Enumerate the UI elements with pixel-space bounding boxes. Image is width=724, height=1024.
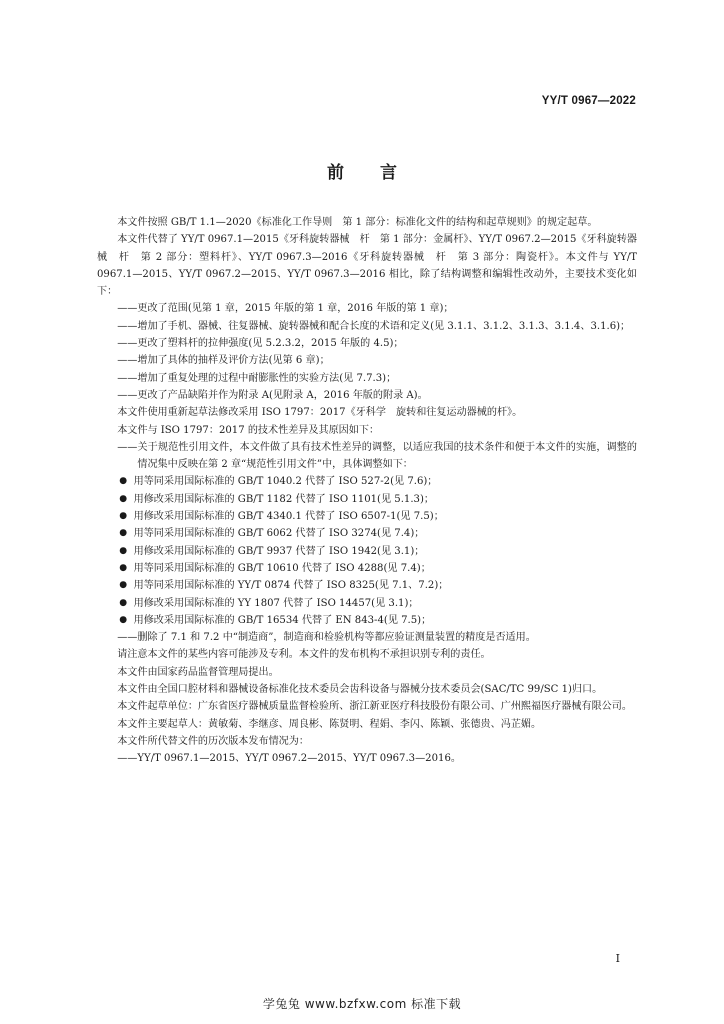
bullet-icon: ● <box>119 545 128 556</box>
paragraph-patent-notice: 请注意本文件的某些内容可能涉及专利。本文件的发布机构不承担识别专利的责任。 <box>117 649 491 661</box>
reference-text: 用等同采用国际标准的 YY/T 0874 代替了 ISO 8325(见 7.1、7.2)； <box>133 580 449 592</box>
reference-bullet <box>119 491 637 508</box>
reference-text: 用修改采用国际标准的 YY 1807 代替了 ISO 14457(见 3.1)； <box>133 597 419 609</box>
reference-bullet <box>119 560 637 577</box>
document-body <box>97 214 637 768</box>
page-title: 前言 <box>327 163 433 183</box>
change-item: ——增加了重复处理的过程中耐膨胀性的实验方法(见 7.7.3)； <box>117 372 397 384</box>
difference-item: ——关于规范性引用文件，本文件做了具有技术性差异的调整，以适应我国的技术条件和便于本文件的实施，调整的情况集中反映在第 2 章“规范性引用文件”中，具体调整如下： <box>117 441 637 471</box>
reference-bullet <box>119 577 637 594</box>
paragraph-drafters: 本文件主要起草人：黄敏菊、李继彦、周良彬、陈贤明、程娟、李闪、陈颖、张德贵、冯芷媚。 <box>117 718 542 730</box>
change-item: ——更改了范围(见第 1 章，2015 年版的第 1 章，2016 年版的第 1 章)； <box>117 303 454 315</box>
reference-bullet <box>119 612 637 629</box>
paragraph-proposed-by: 本文件由国家药品监督管理局提出。 <box>117 666 279 678</box>
bullet-icon: ● <box>119 597 128 608</box>
paragraph-differences: 本文件与 ISO 1797：2017 的技术性差异及其原因如下： <box>117 424 380 436</box>
bullet-icon: ● <box>119 511 128 522</box>
bullet-icon: ● <box>119 562 128 573</box>
reference-text: 用修改采用国际标准的 GB/T 1182 代替了 ISO 1101(见 5.1.3)； <box>133 493 434 505</box>
paragraph-drafting-rules: 本文件按照 GB/T 1.1—2020《标准化工作导则 第 1 部分：标准化文件的结构和起草规则》的规定起草。 <box>117 217 598 228</box>
paragraph-history: 本文件所代替文件的历次版本发布情况为： <box>117 735 309 747</box>
bullet-icon: ● <box>119 528 128 539</box>
standard-code: YY/T 0967—2022 <box>541 95 636 107</box>
reference-text: 用等同采用国际标准的 GB/T 10610 代替了 ISO 4288(见 7.4)； <box>133 562 431 574</box>
reference-text: 用等同采用国际标准的 GB/T 6062 代替了 ISO 3274(见 7.4)； <box>133 528 425 540</box>
bullet-icon: ● <box>119 614 128 625</box>
change-item: ——更改了产品缺陷并作为附录 A(见附录 A，2016 年版的附录 A)。 <box>117 389 428 401</box>
change-item: ——更改了塑料杆的拉伸强度(见 5.2.3.2，2015 年版的 4.5)； <box>117 338 404 350</box>
bullet-icon: ● <box>119 580 128 591</box>
change-item: ——增加了手机、器械、往复器械、旋转器械和配合长度的术语和定义(见 3.1.1、3.1.2、3.1.3、3.1.4、3.1.6)； <box>117 320 631 332</box>
paragraph-committee: 本文件由全国口腔材料和器械设备标准化技术委员会齿科设备与器械分技术委员会(SAC/TC 99/SC 1)归口。 <box>117 684 603 696</box>
reference-text: 用修改采用国际标准的 GB/T 9937 代替了 ISO 1942(见 3.1)； <box>133 545 425 557</box>
reference-text: 用修改采用国际标准的 GB/T 16534 代替了 EN 843-4(见 7.5)； <box>133 614 432 626</box>
bullet-icon: ● <box>119 476 128 487</box>
reference-bullet <box>119 595 637 612</box>
paragraph-drafting-units: 本文件起草单位：广东省医疗器械质量监督检验所、浙江新亚医疗科技股份有限公司、广州熙福医疗器械有限公司。 <box>117 701 632 713</box>
reference-bullet <box>119 525 637 542</box>
paragraph-replaces: 本文件代替了 YY/T 0967.1—2015《牙科旋转器械 杆 第 1 部分：金属杆》、YY/T 0967.2—2015《牙科旋转器械 杆 第 2 部分：塑料杆》、YY/T 0967.3—2016《牙科旋转器械 杆 第 3 部分：陶瓷杆》。本文件与 YY/T 0967.1—2015、YY/T 0967.2—2015、YY/T 0967.3—2016 相比，除了结构调整和编辑性改动外，主要技术变化如下： <box>97 234 637 298</box>
reference-text: 用等同采用国际标准的 GB/T 1040.2 代替了 ISO 527-2(见 7.6)； <box>133 476 438 488</box>
change-item: ——增加了具体的抽样及评价方法(见第 6 章)； <box>117 355 330 367</box>
footer-watermark: 学兔兔 www.bzfxw.com 标准下载 <box>262 997 462 1011</box>
page-number: I <box>615 952 620 965</box>
bullet-icon: ● <box>119 493 128 504</box>
reference-bullet <box>119 508 637 525</box>
reference-text: 用修改采用国际标准的 GB/T 4340.1 代替了 ISO 6507-1(见 7.5)； <box>133 511 444 523</box>
history-item: ——YY/T 0967.1—2015、YY/T 0967.2—2015、YY/T 0967.3—2016。 <box>117 753 461 765</box>
reference-bullet <box>119 543 637 560</box>
difference-item: ——删除了 7.1 和 7.2 中“制造商”，制造商和检验机构等都应验证测量装置的精度是否适用。 <box>117 632 536 644</box>
paragraph-iso-adoption: 本文件使用重新起草法修改采用 ISO 1797：2017《牙科学 旋转和往复运动器械的杆》。 <box>117 407 523 419</box>
reference-bullet <box>119 473 637 490</box>
